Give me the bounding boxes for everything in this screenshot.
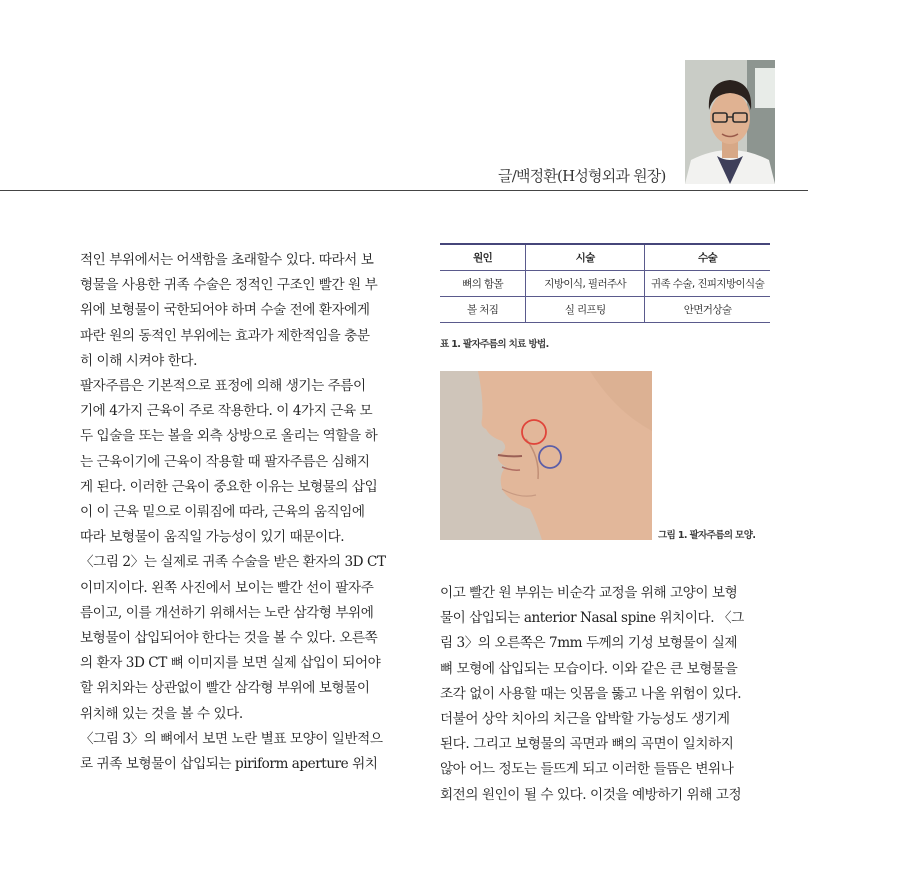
text-line: 림 3〉의 오른쪽은 7mm 두께의 기성 보형물이 실제 (440, 635, 738, 652)
text-line: 름이고, 이를 개선하기 위해서는 노란 삼각형 부위에 (80, 604, 374, 621)
text-line: 따라 보형물이 움직일 가능성이 있기 때문이다. (80, 529, 345, 546)
text-line: 파란 원의 동적인 부위에는 효과가 제한적임을 충분 (80, 327, 370, 344)
table-cell: 지방이식, 필러주사 (526, 271, 645, 297)
table-cell: 뼈의 함몰 (440, 271, 526, 297)
text-line: 된다. 그리고 보형물의 곡면과 뼈의 곡면이 일치하지 (440, 736, 734, 753)
table-cell: 실 리프팅 (526, 297, 645, 323)
text-line: 할 위치와는 상관없이 빨간 삼각형 부위에 보형물이 (80, 680, 370, 697)
text-line: 보형물이 삽입되어야 한다는 것을 볼 수 있다. 오른쪽 (80, 630, 378, 647)
header-cause: 원인 (440, 244, 526, 271)
right-column-text (440, 581, 780, 808)
text-line: 더불어 상악 치아의 치근을 압박할 가능성도 생기게 (440, 711, 730, 728)
author-photo (685, 60, 775, 184)
text-line: 게 된다. 이러한 근육이 중요한 이유는 보형물의 삽입 (80, 478, 378, 495)
header-rule (0, 190, 808, 191)
text-line: 두 입술을 또는 볼을 외측 상방으로 올리는 역할을 하 (80, 428, 378, 445)
table-header-row (440, 244, 770, 271)
text-line: 의 환자 3D CT 뼈 이미지를 보면 실제 삽입이 되어야 (80, 655, 381, 672)
text-line: 팔자주름은 기본적으로 표정에 의해 생기는 주름이 (80, 378, 366, 395)
text-line: 로 귀족 보형물이 삽입되는 piriform aperture 위치 (80, 756, 378, 773)
header-surgery: 수술 (645, 244, 770, 271)
text-line: 회전의 원인이 될 수 있다. 이것을 예방하기 위해 고정 (440, 786, 742, 803)
text-line: 위에 보형물이 국한되어야 하며 수술 전에 환자에게 (80, 302, 370, 319)
text-line: 〈그림 2〉는 실제로 귀족 수술을 받은 환자의 3D CT (80, 554, 386, 571)
table-cell: 볼 처짐 (440, 297, 526, 323)
treatment-table (440, 243, 770, 323)
table-row (440, 297, 770, 323)
text-line: 조각 없이 사용할 때는 잇몸을 뚫고 나올 위험이 있다. (440, 685, 742, 702)
figure-caption: 그림 1. 팔자주름의 모양. (658, 530, 756, 541)
table-row (440, 271, 770, 297)
table-cell: 안면거상술 (645, 297, 770, 323)
text-line: 뼈 모형에 삽입되는 모습이다. 이와 같은 큰 보형물을 (440, 660, 738, 677)
text-line: 는 근육이기에 근육이 작용할 때 팔자주름은 심해지 (80, 453, 370, 470)
table-cell: 귀족 수술, 진피지방이식술 (645, 271, 770, 297)
text-line: 형물을 사용한 귀족 수술은 정적인 구조인 빨간 원 부 (80, 277, 378, 294)
author-byline: 글/백정환(H성형외과 원장) (498, 167, 666, 185)
text-line: 이고 빨간 원 부위는 비순각 교정을 위해 고양이 보형 (440, 585, 738, 601)
text-line: 물이 삽입되는 anterior Nasal spine 위치이다. 〈그 (440, 610, 744, 627)
text-line: 적인 부위에서는 어색함을 초래할수 있다. 따라서 보 (80, 252, 374, 268)
text-line: 않아 어느 정도는 들뜨게 되고 이러한 들뜸은 변위나 (440, 761, 734, 778)
text-line: 이미지이다. 왼쪽 사진에서 보이는 빨간 선이 팔자주 (80, 579, 374, 596)
text-line: 히 이해 시켜야 한다. (80, 352, 197, 369)
table-caption: 표 1. 팔자주름의 치료 방법. (440, 339, 549, 350)
nasolabial-fold-photo (440, 371, 652, 540)
text-line: 이 이 근육 밑으로 이뤄짐에 따라, 근육의 움직임에 (80, 504, 365, 521)
left-column-text (80, 248, 410, 777)
text-line: 기에 4가지 근육이 주로 작용한다. 이 4가지 근육 모 (80, 403, 373, 420)
text-line: 〈그림 3〉의 뼈에서 보면 노란 별표 모양이 일반적으 (80, 730, 383, 747)
header-procedure: 시술 (526, 244, 645, 271)
text-line: 위치해 있는 것을 볼 수 있다. (80, 705, 243, 722)
